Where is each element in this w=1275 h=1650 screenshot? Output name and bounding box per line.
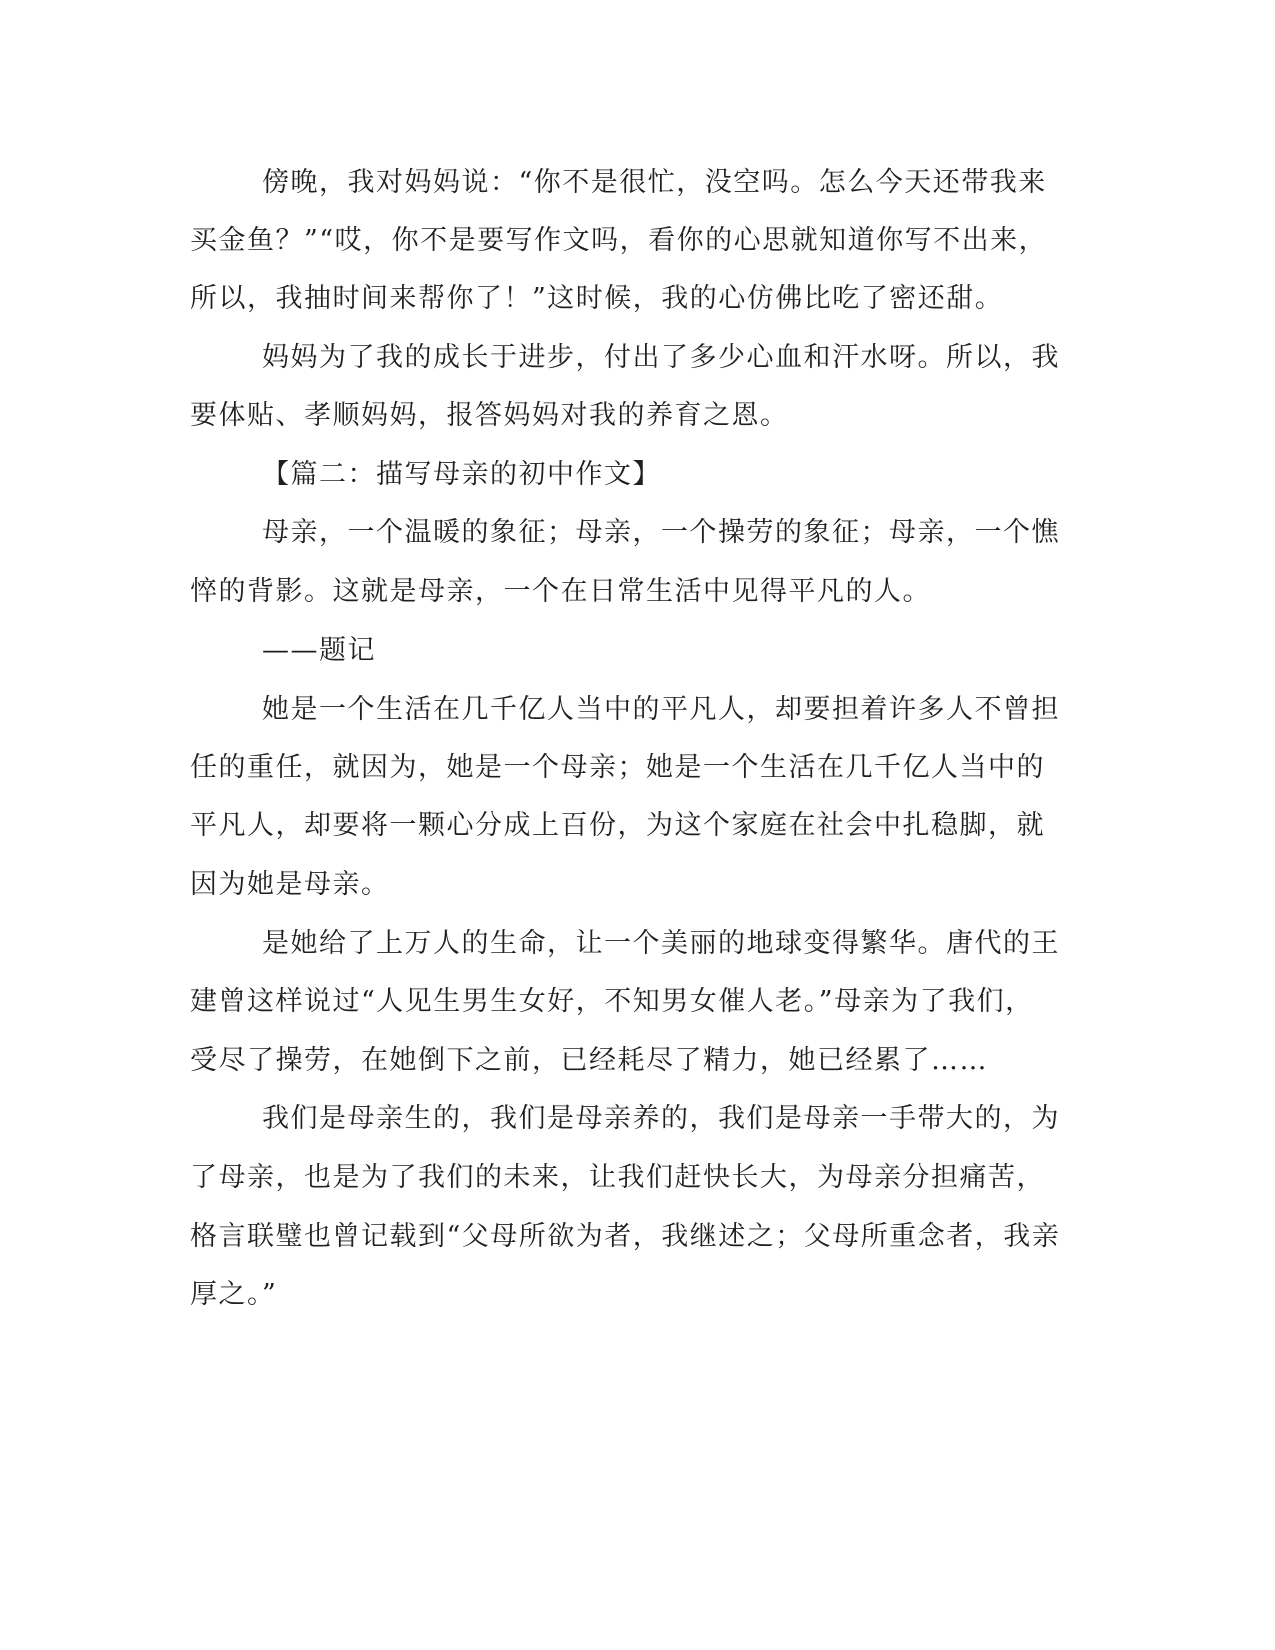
text-line: 了母亲，也是为了我们的未来，让我们赶快长大，为母亲分担痛苦，: [190, 1162, 1045, 1193]
text-line: 所以，我抽时间来帮你了！”这时候，我的心仿佛比吃了密还甜。: [190, 283, 1004, 314]
text-line: 平凡人，却要将一颗心分成上百份，为这个家庭在社会中扎稳脚，就: [190, 810, 1045, 841]
text-line: 妈妈为了我的成长于进步，付出了多少心血和汗水呀。所以，我: [262, 342, 1060, 373]
text-line: 我们是母亲生的，我们是母亲养的，我们是母亲一手带大的，为: [262, 1103, 1060, 1134]
text-line: 建曾这样说过“人见生男生女好，不知男女催人老。”母亲为了我们，: [190, 986, 1034, 1017]
section-heading: 【篇二：描写母亲的初中作文】: [262, 459, 661, 490]
text-line: 她是一个生活在几千亿人当中的平凡人，却要担着许多人不曾担: [262, 694, 1060, 725]
text-line: 要体贴、孝顺妈妈，报答妈妈对我的养育之恩。: [190, 400, 789, 431]
text-line: 悴的背影。这就是母亲，一个在日常生活中见得平凡的人。: [190, 576, 931, 607]
text-line: 厚之。”: [190, 1279, 278, 1310]
text-line: 买金鱼？”“哎，你不是要写作文吗，看你的心思就知道你写不出来，: [190, 225, 1048, 256]
text-line: 因为她是母亲。: [190, 869, 390, 900]
text-line: 母亲，一个温暖的象征；母亲，一个操劳的象征；母亲，一个憔: [262, 517, 1060, 548]
text-line: 傍晚，我对妈妈说：“你不是很忙，没空吗。怎么今天还带我来: [262, 167, 1047, 198]
text-line: 是她给了上万人的生命，让一个美丽的地球变得繁华。唐代的王: [262, 928, 1060, 959]
text-line: 受尽了操劳，在她倒下之前，已经耗尽了精力，她已经累了……: [190, 1045, 988, 1076]
text-line: 任的重任，就因为，她是一个母亲；她是一个生活在几千亿人当中的: [190, 752, 1045, 783]
epigraph-attribution: ——题记: [262, 635, 376, 666]
text-line: 格言联璧也曾记载到“父母所欲为者，我继述之；父母所重念者，我亲: [190, 1221, 1061, 1252]
